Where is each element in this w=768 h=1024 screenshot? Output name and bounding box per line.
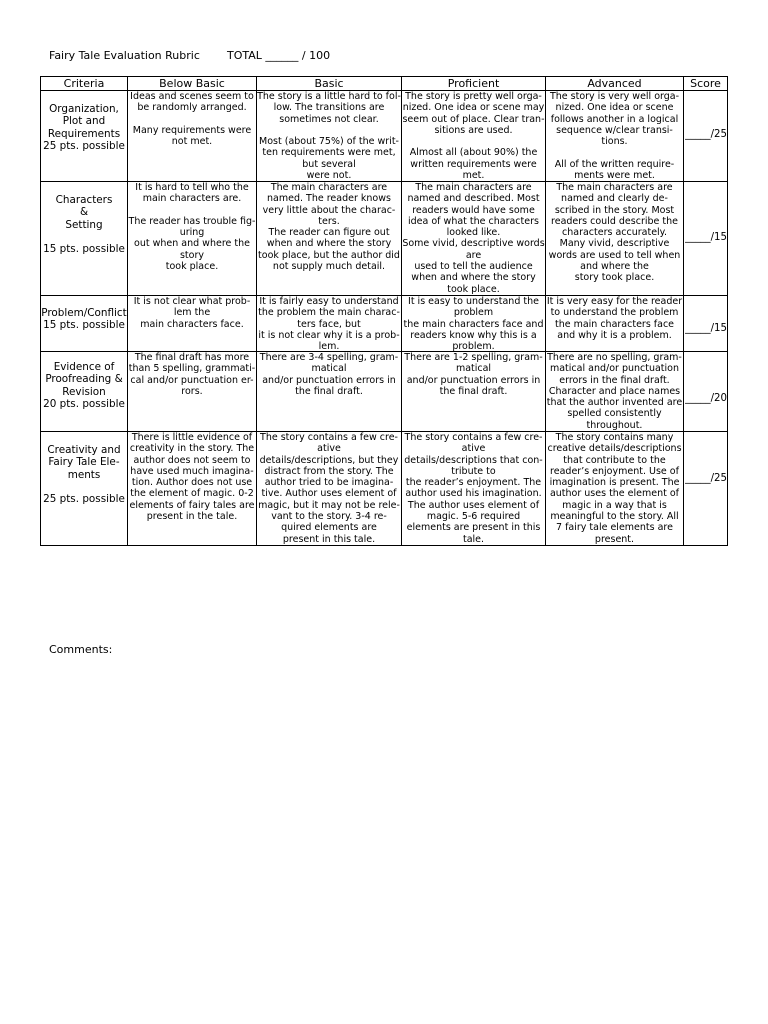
descriptor-line: out when and where the <box>134 238 250 250</box>
descriptor-line: The reader has trouble fig- <box>128 215 256 227</box>
descriptor-line: lem the <box>173 307 211 319</box>
criteria-line: 15 pts. possible <box>43 319 125 332</box>
descriptor-line: It is hard to tell who the <box>135 182 249 193</box>
descriptor-line: readers could describe the <box>551 215 678 227</box>
criteria-line <box>41 481 127 493</box>
descriptor-line: Many vivid, descriptive <box>559 238 670 250</box>
score-cell <box>684 296 728 352</box>
descriptor-line: looked like. <box>446 227 501 239</box>
descriptor-line: story <box>179 249 204 261</box>
descriptor-line: elements are present in this <box>406 522 541 534</box>
comments-label: Comments: <box>49 643 113 656</box>
criteria-line: Setting <box>65 218 103 231</box>
basic-cell <box>257 91 402 182</box>
criteria-line: Requirements <box>47 127 121 140</box>
descriptor-line: The main characters are <box>415 182 532 193</box>
descriptor-line: It is very easy for the reader <box>546 296 683 307</box>
descriptor-line: lem. <box>318 341 340 353</box>
criteria-line: Proofreading & <box>45 373 123 386</box>
descriptor-line: tions. <box>601 136 628 148</box>
descriptor-line: The story contains a few cre- <box>404 432 543 443</box>
criteria-line: & <box>79 206 89 219</box>
descriptor-line: and where the <box>580 261 649 273</box>
descriptor-line: the problem the main charac- <box>258 307 400 319</box>
criteria-cell <box>41 91 128 182</box>
below-basic-cell <box>128 91 257 182</box>
descriptor-line: are <box>465 249 482 261</box>
advanced-cell <box>546 352 684 432</box>
descriptor-line: Character and place names <box>548 385 681 397</box>
descriptor-line: author used his imagination. <box>405 488 542 500</box>
descriptor-line: the final draft. <box>295 385 363 397</box>
descriptor-line: throughout. <box>586 419 643 431</box>
descriptor-line: There are no spelling, gram- <box>547 352 682 363</box>
descriptor-line: main characters are. <box>142 193 242 205</box>
descriptor-line: Most (about 75%) of the writ- <box>259 136 399 148</box>
descriptor-line <box>257 125 401 136</box>
descriptor-line: imagination is present. The <box>549 477 680 489</box>
descriptor-line: reader’s enjoyment. Use of <box>550 465 679 477</box>
descriptor-line: that the author invented are <box>546 397 683 409</box>
descriptor-line: story took place. <box>574 272 655 284</box>
descriptor-line: author uses the element of <box>549 488 680 500</box>
descriptor-line: The story is a little hard to fol- <box>257 91 401 102</box>
criteria-line <box>41 231 127 243</box>
criteria-line: Creativity and <box>47 444 121 456</box>
descriptor-line: tribute to <box>451 465 496 477</box>
descriptor-line: when and where the story <box>411 272 536 284</box>
descriptor-line: but several <box>302 158 356 170</box>
basic-cell <box>257 432 402 546</box>
descriptor-line: ative <box>317 443 341 455</box>
below-basic-cell <box>128 182 257 296</box>
descriptor-line: errors in the final draft. <box>559 374 670 386</box>
criteria-line: 20 pts. possible <box>43 397 125 410</box>
descriptor-line: it is not clear why it is a prob- <box>258 329 400 341</box>
descriptor-line: vant to the story. 3-4 re- <box>271 511 387 523</box>
column-header-score: Score <box>684 77 728 91</box>
score-cell <box>684 352 728 432</box>
descriptor-line: elements of fairy tales are <box>129 499 255 511</box>
descriptor-line <box>128 114 256 125</box>
descriptor-line: took place. <box>447 283 500 295</box>
descriptor-line: ters face, but <box>297 318 361 330</box>
descriptor-line: The reader can figure out <box>268 227 390 239</box>
score-blank: _____/25 <box>685 473 727 484</box>
descriptor-line: matical and/or punctuation <box>549 363 679 375</box>
descriptor-line: named and clearly de- <box>561 193 668 205</box>
descriptor-line: have used much imagina- <box>130 465 254 477</box>
descriptor-line: ments were met. <box>574 170 655 182</box>
descriptor-line <box>546 147 683 158</box>
proficient-cell <box>402 91 546 182</box>
descriptor-line: distract from the story. The <box>264 465 394 477</box>
descriptor-line <box>402 136 545 147</box>
column-header-proficient: Proficient <box>402 77 546 91</box>
descriptor-line: tion. Author does not use <box>131 477 253 489</box>
descriptor-line: scribed in the story. Most <box>554 204 675 216</box>
descriptor-line: used to tell the audience <box>414 261 533 273</box>
descriptor-line: present. <box>594 533 635 545</box>
descriptor-line: author tried to be imagina- <box>264 477 394 489</box>
descriptor-line: than 5 spelling, grammati- <box>128 363 256 375</box>
descriptor-line: present in this tale. <box>282 533 376 545</box>
descriptor-line: named. The reader knows <box>267 193 391 205</box>
column-header-below-basic: Below Basic <box>128 77 257 91</box>
descriptor-line: characters accurately. <box>562 227 667 239</box>
below-basic-cell <box>128 432 257 546</box>
descriptor-line: Some vivid, descriptive words <box>402 238 545 250</box>
descriptor-line: seem out of place. Clear tran- <box>402 113 545 125</box>
column-header-advanced: Advanced <box>546 77 684 91</box>
descriptor-line: It is not clear what prob- <box>133 296 251 307</box>
descriptor-line: to understand the problem <box>550 307 679 319</box>
score-cell <box>684 182 728 296</box>
descriptor-line: uring <box>179 227 205 239</box>
criteria-line: ments <box>67 468 101 481</box>
descriptor-line: There is little evidence of <box>131 432 253 443</box>
descriptor-line: There are 1-2 spelling, gram- <box>404 352 543 363</box>
descriptor-line: 7 fairy tale elements are <box>556 522 673 534</box>
descriptor-line: There are 3-4 spelling, gram- <box>259 352 399 363</box>
descriptor-line: The final draft has more <box>134 352 250 363</box>
descriptor-line: The main characters are <box>556 182 673 193</box>
descriptor-line: The author uses element of <box>407 499 540 511</box>
proficient-cell <box>402 296 546 352</box>
descriptor-line: problem <box>453 307 494 319</box>
descriptor-line: The story is very well orga- <box>549 91 680 102</box>
basic-cell <box>257 352 402 432</box>
descriptor-line: rors. <box>181 385 203 397</box>
descriptor-line: were not. <box>306 170 352 182</box>
descriptor-line: and/or punctuation errors in <box>406 374 541 386</box>
criteria-line: Revision <box>62 385 106 398</box>
descriptor-line: present in the tale. <box>146 511 238 523</box>
rubric-table <box>40 76 728 546</box>
descriptor-line: tive. Author uses element of <box>261 488 397 500</box>
descriptor-line: The story contains a few cre- <box>260 432 398 443</box>
descriptor-line: magic. 5-6 required <box>426 511 521 523</box>
descriptor-line: readers would have some <box>412 204 535 216</box>
descriptor-line: It is fairly easy to understand <box>259 296 399 307</box>
below-basic-cell <box>128 296 257 352</box>
descriptor-line: The story contains many <box>555 432 674 443</box>
descriptor-line: readers know why this is a <box>410 329 537 341</box>
descriptor-line: cal and/or punctuation er- <box>130 374 254 386</box>
criteria-cell <box>41 352 128 432</box>
descriptor-line: the reader’s enjoyment. The <box>405 477 542 489</box>
descriptor-line: It is easy to understand the <box>408 296 539 307</box>
descriptor-line: Many requirements were <box>132 124 252 136</box>
descriptor-line: sometimes not clear. <box>279 113 379 125</box>
descriptor-line: problem. <box>452 341 495 353</box>
descriptor-line: ters. <box>318 215 340 227</box>
advanced-cell <box>546 432 684 546</box>
descriptor-line: tale. <box>462 533 485 545</box>
descriptor-line: ten requirements were met, <box>262 147 396 159</box>
below-basic-cell <box>128 352 257 432</box>
basic-cell <box>257 296 402 352</box>
criteria-line: Organization, <box>49 103 119 115</box>
criteria-line: Evidence of <box>53 361 115 373</box>
total-score-line: TOTAL ______ / 100 <box>227 49 331 62</box>
score-blank: _____/15 <box>685 323 727 334</box>
advanced-cell <box>546 182 684 296</box>
descriptor-line: matical <box>455 363 492 375</box>
criteria-cell <box>41 296 128 352</box>
basic-cell <box>257 182 402 296</box>
descriptor-line: and/or punctuation errors in <box>262 374 396 386</box>
descriptor-line: magic, but it may not be rele- <box>258 499 400 511</box>
score-blank: _____/15 <box>685 232 727 243</box>
descriptor-line: details/descriptions that con- <box>404 454 543 466</box>
descriptor-line: quired elements are <box>281 522 377 534</box>
descriptor-line: named and described. Most <box>407 193 540 205</box>
descriptor-line: not supply much detail. <box>272 261 386 273</box>
descriptor-line: not met. <box>171 136 213 148</box>
document-title: Fairy Tale Evaluation Rubric <box>49 49 200 62</box>
descriptor-line: The story is pretty well orga- <box>405 91 542 102</box>
proficient-cell <box>402 432 546 546</box>
descriptor-line: words are used to tell when <box>548 249 681 261</box>
descriptor-line: magic in a way that is <box>562 499 667 511</box>
criteria-line: 25 pts. possible <box>43 493 125 506</box>
descriptor-line: when and where the story <box>266 238 392 250</box>
descriptor-line: the final draft. <box>439 385 508 397</box>
criteria-line: Problem/Conflict <box>41 307 127 319</box>
descriptor-line: matical <box>311 363 347 375</box>
criteria-cell <box>41 432 128 546</box>
descriptor-line: took place, but the author did <box>258 249 400 261</box>
descriptor-line: ative <box>461 443 486 455</box>
descriptor-line: the main characters face and <box>403 318 544 330</box>
descriptor-line: took place. <box>165 261 219 273</box>
descriptor-line: met. <box>462 170 485 182</box>
descriptor-line: nized. One idea or scene may <box>402 102 545 114</box>
score-cell <box>684 432 728 546</box>
descriptor-line: Almost all (about 90%) the <box>409 147 538 159</box>
descriptor-line: that contribute to the <box>563 454 666 466</box>
score-blank: _____/25 <box>685 129 727 140</box>
descriptor-line: author does not seem to <box>133 454 251 466</box>
proficient-cell <box>402 182 546 296</box>
criteria-cell <box>41 182 128 296</box>
descriptor-line: be randomly arranged. <box>137 102 247 114</box>
descriptor-line: main characters face. <box>140 318 244 330</box>
criteria-line: 15 pts. possible <box>43 243 125 256</box>
score-cell <box>684 91 728 182</box>
descriptor-line: sequence w/clear transi- <box>556 124 673 136</box>
descriptor-line: sitions are used. <box>434 124 513 136</box>
descriptor-line: spelled consistently <box>567 408 662 420</box>
descriptor-line: the main characters face <box>554 318 675 330</box>
descriptor-line <box>128 205 256 216</box>
advanced-cell <box>546 91 684 182</box>
column-header-basic: Basic <box>257 77 402 91</box>
criteria-line: Plot and <box>62 115 106 128</box>
criteria-line: Characters <box>55 194 113 206</box>
descriptor-line: meaningful to the story. All <box>550 511 679 523</box>
descriptor-line: idea of what the characters <box>408 215 539 227</box>
descriptor-line: The main characters are <box>270 182 388 193</box>
descriptor-line: low. The transitions are <box>273 102 385 114</box>
descriptor-line: All of the written require- <box>554 158 675 170</box>
criteria-line: Fairy Tale Ele- <box>48 456 120 469</box>
descriptor-line: and why it is a problem. <box>557 329 672 341</box>
column-header-criteria: Criteria <box>41 77 128 91</box>
advanced-cell <box>546 296 684 352</box>
descriptor-line: Ideas and scenes seem to <box>130 91 254 102</box>
descriptor-line: very little about the charac- <box>262 204 396 216</box>
descriptor-line: nized. One idea or scene <box>555 102 674 114</box>
descriptor-line: follows another in a logical <box>550 113 679 125</box>
score-blank: _____/20 <box>685 393 727 404</box>
criteria-line: 25 pts. possible <box>43 139 125 152</box>
descriptor-line: details/descriptions, but they <box>259 454 399 466</box>
descriptor-line: the element of magic. 0-2 <box>130 488 254 500</box>
descriptor-line: written requirements were <box>410 158 537 170</box>
descriptor-line: creativity in the story. The <box>129 443 255 455</box>
descriptor-line: creative details/descriptions <box>547 443 682 455</box>
proficient-cell <box>402 352 546 432</box>
